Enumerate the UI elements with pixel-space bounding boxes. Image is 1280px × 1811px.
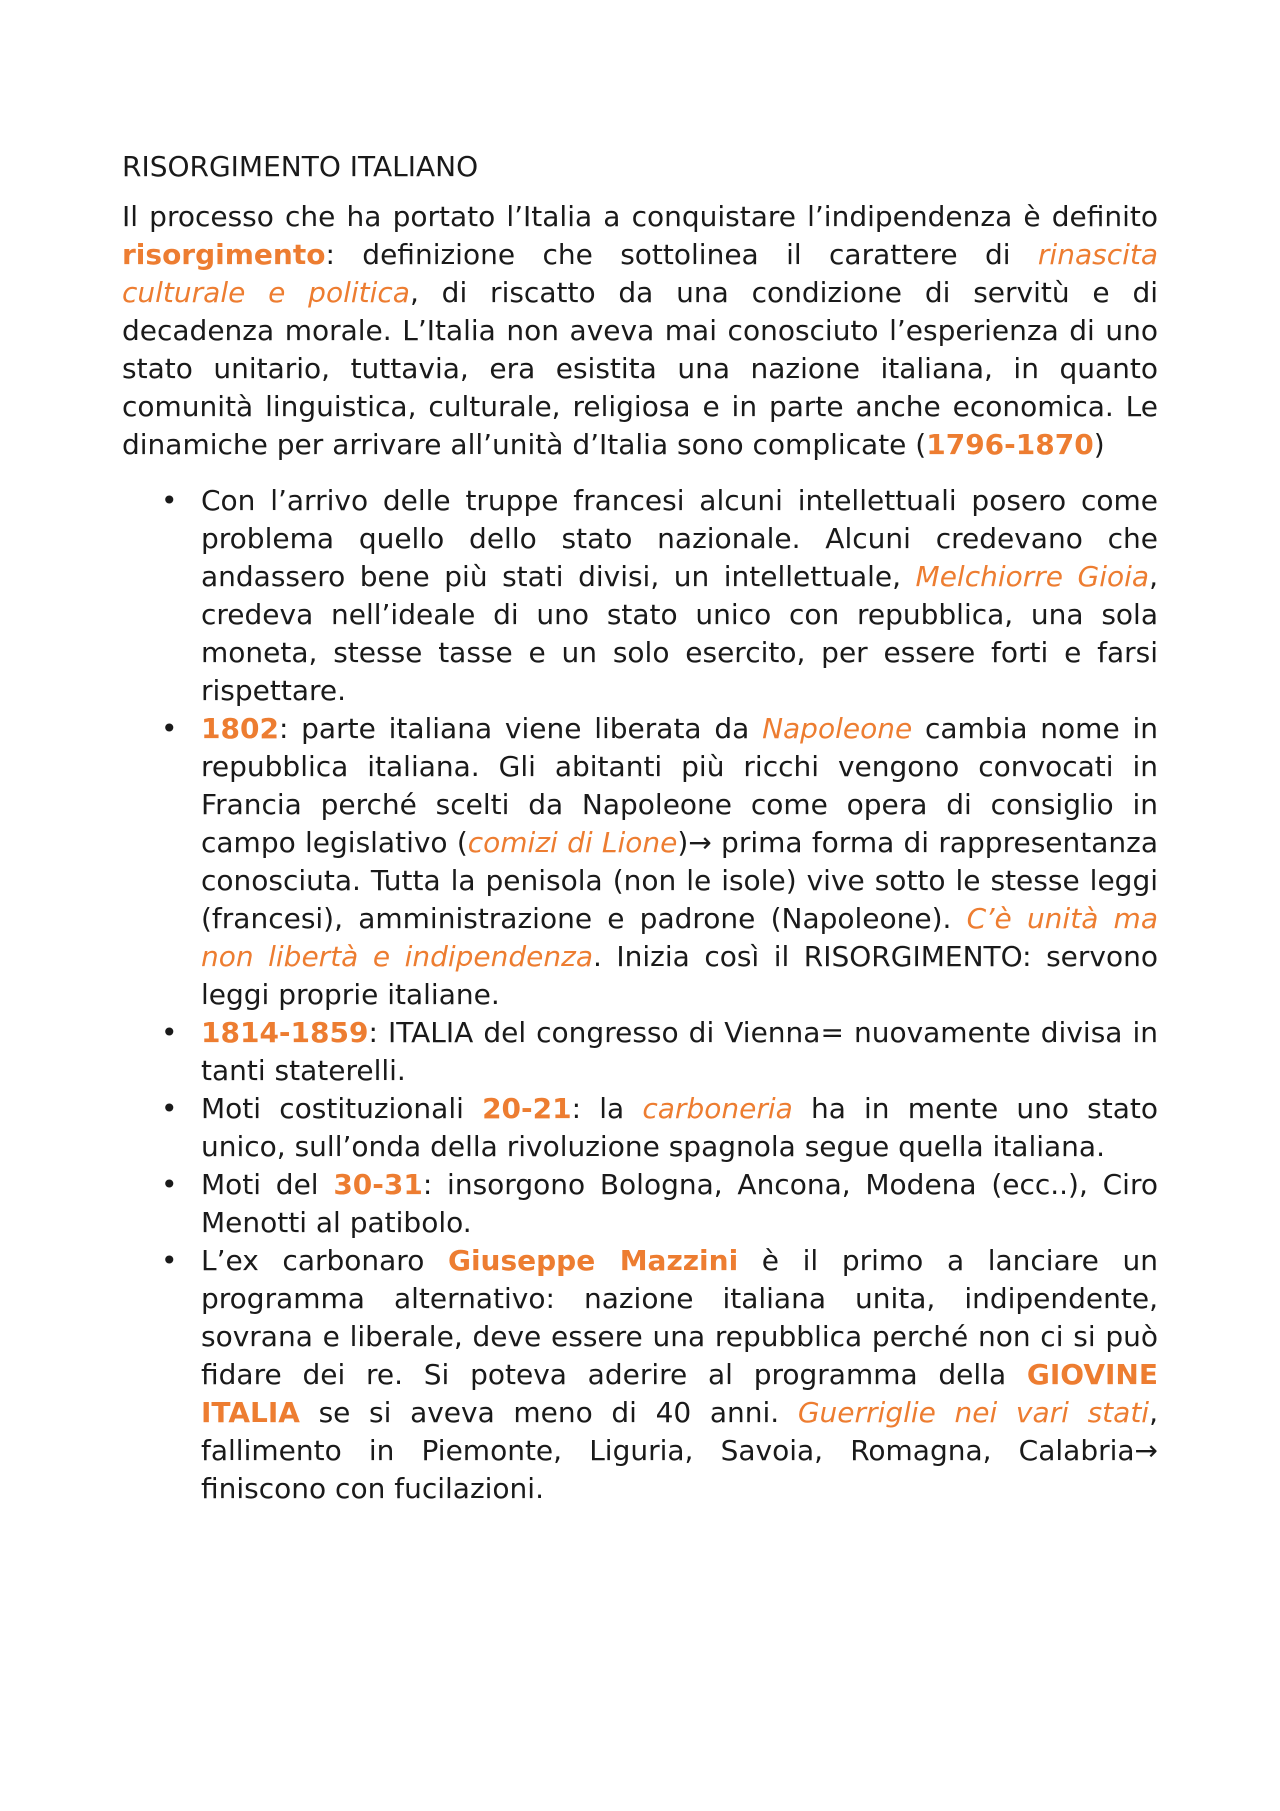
item-text: , fallimento in Piemonte, Liguria, Savoia, Romagna, Calabria→ finiscono con fucilazioni.	[201, 1396, 1158, 1505]
item-text: : parte italiana viene liberata da	[278, 712, 763, 745]
item-text: Moti del	[201, 1168, 334, 1201]
bullet-icon: •	[161, 1016, 178, 1049]
list-item	[122, 1166, 1158, 1242]
item-text: : ITALIA del congresso di Vienna= nuovamente divisa in tanti staterelli.	[201, 1016, 1158, 1087]
bullet-icon: •	[161, 484, 178, 517]
list-item	[122, 710, 1158, 1014]
item-text: . Inizia così il RISORGIMENTO: servono leggi proprie italiane.	[201, 940, 1158, 1011]
highlight-giovine-italia: GIOVINE ITALIA	[201, 1358, 1158, 1429]
intro-paragraph	[122, 198, 1158, 464]
intro-text: Il processo che ha portato l’Italia a conquistare l’indipendenza è definito	[122, 200, 1158, 233]
bullet-icon: •	[161, 712, 178, 745]
highlight-20-21: 20-21	[482, 1092, 572, 1125]
intro-text: )	[1093, 428, 1105, 461]
emphasis-unita-liberta: C’è unità ma non libertà e indipendenza	[201, 902, 1158, 973]
bullet-icon: •	[161, 1092, 178, 1125]
list-item	[122, 482, 1158, 710]
highlight-risorgimento: risorgimento	[122, 238, 326, 271]
highlight-giuseppe-mazzini: Giuseppe Mazzini	[447, 1244, 739, 1277]
highlight-30-31: 30-31	[333, 1168, 423, 1201]
item-text: ha in mente uno stato unico, sull’onda della rivoluzione spagnola segue quella italiana.	[201, 1092, 1159, 1163]
emphasis-guerriglie: Guerriglie nei vari stati	[797, 1396, 1150, 1429]
list-item	[122, 1090, 1158, 1166]
document-title: RISORGIMENTO ITALIANO	[122, 150, 479, 183]
document-page	[122, 148, 1158, 1508]
item-text: Moti costituzionali	[201, 1092, 483, 1125]
item-text: Con l’arrivo delle truppe francesi alcuni intellettuali posero come problema quello dello stato nazionale. Alcuni credevano che andassero bene più stati divisi, un intellettuale,	[201, 484, 1158, 593]
emphasis-melchiorre-gioia: Melchiorre Gioia	[915, 560, 1150, 593]
item-text: : insorgono Bologna, Ancona, Modena (ecc..), Ciro Menotti al patibolo.	[201, 1168, 1158, 1239]
item-text: cambia nome in repubblica italiana. Gli abitanti più ricchi vengono convocati in Francia perché scelti da Napoleone come opera di consiglio in campo legislativo (	[201, 712, 1158, 859]
item-text: L’ex carbonaro	[201, 1244, 448, 1277]
emphasis-rinascita: rinascita culturale e politica	[122, 238, 1158, 309]
bullet-icon: •	[161, 1244, 178, 1277]
bullet-icon: •	[161, 1168, 178, 1201]
intro-text: , di riscatto da una condizione di servitù e di decadenza morale. L’Italia non aveva mai conosciuto l’esperienza di uno stato unitario, tuttavia, era esistita una nazione italiana, in quanto comunità linguistica, culturale, religiosa e in parte anche economica. Le dinamiche per arrivare all’unità d’Italia sono complicate (	[122, 276, 1159, 461]
intro-text: : definizione che sottolinea il carattere di	[325, 238, 1038, 271]
highlight-date-range: 1796-1870	[926, 428, 1094, 461]
highlight-1814-1859: 1814-1859	[201, 1016, 369, 1049]
bullet-list	[122, 482, 1158, 1508]
list-item	[122, 1014, 1158, 1090]
item-text: è il primo a lanciare un programma alternativo: nazione italiana unita, indipendente, sovrana e liberale, deve essere una repubblica perché non ci si può fidare dei re. Si poteva aderire al programma della	[201, 1244, 1158, 1391]
emphasis-napoleone: Napoleone	[762, 712, 913, 745]
emphasis-comizi-di-lione: comizi di Lione	[467, 826, 678, 859]
list-item	[122, 1242, 1158, 1508]
highlight-1802: 1802	[201, 712, 279, 745]
item-text: se si aveva meno di 40 anni.	[299, 1396, 798, 1429]
emphasis-carboneria: carboneria	[642, 1092, 793, 1125]
item-text: )→ prima forma di rappresentanza conosciuta. Tutta la penisola (non le isole) vive sotto le stesse leggi (francesi), amministrazione e padrone (Napoleone).	[201, 826, 1158, 935]
item-text: : la	[571, 1092, 643, 1125]
item-text: , credeva nell’ideale di uno stato unico con repubblica, una sola moneta, stesse tasse e un solo esercito, per essere forti e farsi rispettare.	[201, 560, 1158, 707]
